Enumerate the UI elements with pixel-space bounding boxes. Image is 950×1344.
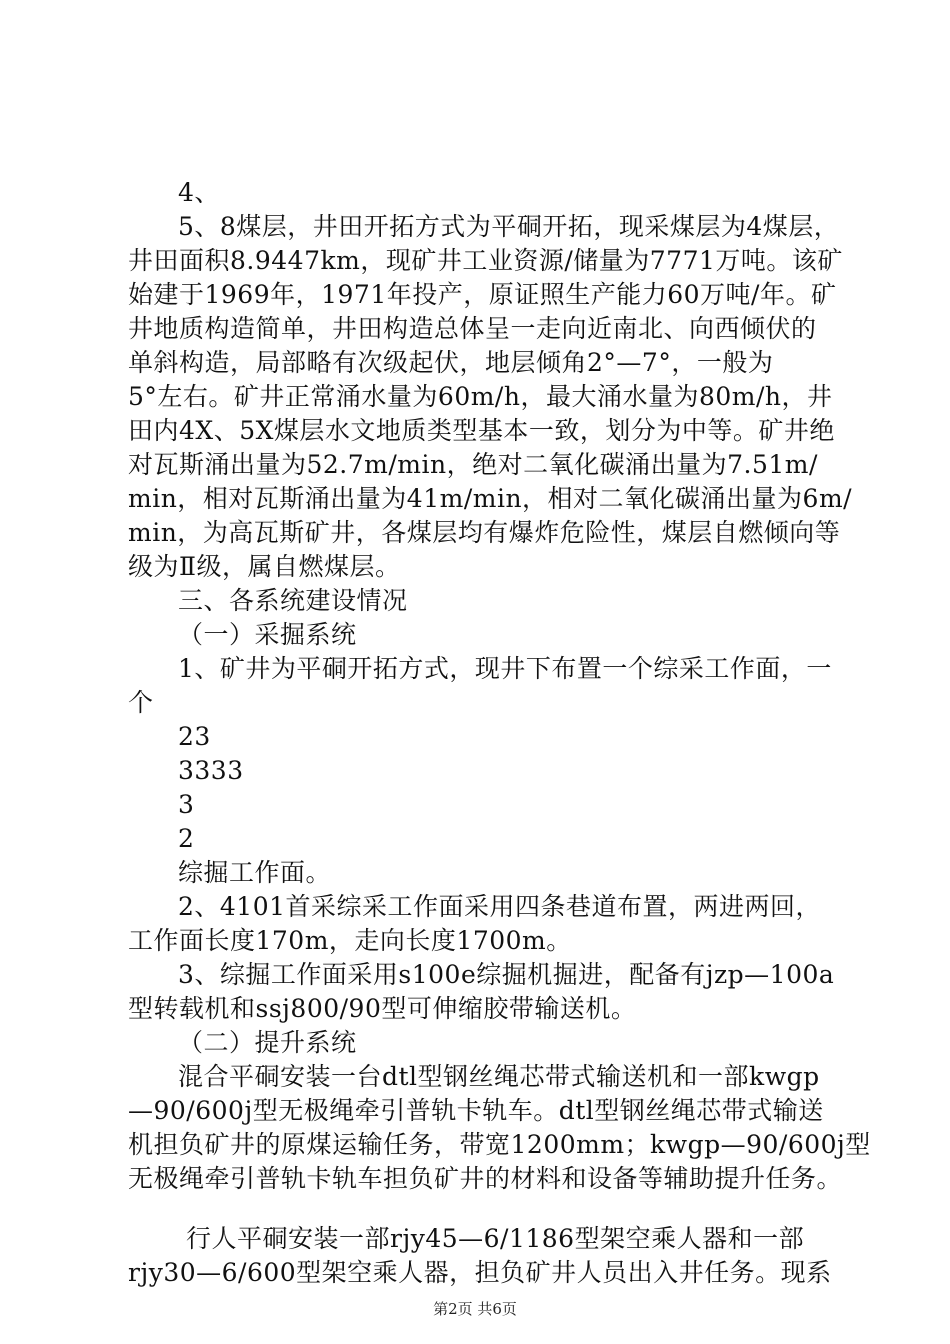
text-line: 级为Ⅱ级，属自燃煤层。 xyxy=(128,552,401,581)
subsection-heading: （二）提升系统 xyxy=(178,1028,357,1057)
text-line: 田内4X、5X煤层水文地质类型基本一致，划分为中等。矿井绝 xyxy=(128,416,835,445)
text-line: 井地质构造简单，井田构造总体呈一走向近南北、向西倾伏的 xyxy=(128,314,817,343)
subsection-heading: （一）采掘系统 xyxy=(178,620,357,649)
text-line: —90/600j型无极绳牵引普轨卡轨车。dtl型钢丝绳芯带式输送 xyxy=(128,1096,824,1125)
text-line: 3 xyxy=(178,790,195,819)
text-line: 混合平硐安装一台dtl型钢丝绳芯带式输送机和一部kwgp xyxy=(178,1062,820,1091)
text-line: 机担负矿井的原煤运输任务，带宽1200mm；kwgp—90/600j型 xyxy=(128,1130,871,1159)
text-line: rjy30—6/600型架空乘人器，担负矿井人员出入井任务。现系 xyxy=(128,1258,832,1287)
text-line: 5、8煤层，井田开拓方式为平硐开拓，现采煤层为4煤层， xyxy=(178,212,840,241)
text-line: 3333 xyxy=(178,756,244,785)
text-line: 工作面长度170m，走向长度1700m。 xyxy=(128,926,572,955)
text-line: 1、矿井为平硐开拓方式，现井下布置一个综采工作面，一 xyxy=(178,654,832,683)
text-line: 4、 xyxy=(178,178,220,207)
text-line: 井田面积8.9447km，现矿井工业资源/储量为7771万吨。该矿 xyxy=(128,246,843,275)
text-line: min，相对瓦斯涌出量为41m/min，相对二氧化碳涌出量为6m/ xyxy=(128,484,853,513)
text-line: 个 xyxy=(128,688,154,717)
text-line: 2 xyxy=(178,824,195,853)
text-line: 始建于1969年，1971年投产，原证照生产能力60万吨/年。矿 xyxy=(128,280,837,309)
text-line: 2、4101首采综采工作面采用四条巷道布置，两进两回， xyxy=(178,892,822,921)
text-line: 行人平硐安装一部rjy45—6/1186型架空乘人器和一部 xyxy=(186,1224,805,1253)
text-line: min，为高瓦斯矿井，各煤层均有爆炸危险性，煤层自燃倾向等 xyxy=(128,518,841,547)
text-line: 综掘工作面。 xyxy=(178,858,332,887)
text-line: 5°左右。矿井正常涌水量为60m/h，最大涌水量为80m/h，井 xyxy=(128,382,833,411)
section-heading: 三、各系统建设情况 xyxy=(178,586,408,615)
text-line: 3、综掘工作面采用s100e综掘机掘进，配备有jzp—100a xyxy=(178,960,835,989)
text-line: 型转载机和ssj800/90型可伸缩胶带输送机。 xyxy=(128,994,637,1023)
page-footer: 第2页 共6页 xyxy=(433,1300,517,1318)
text-line: 对瓦斯涌出量为52.7m/min，绝对二氧化碳涌出量为7.51m/ xyxy=(128,450,818,479)
text-line: 单斜构造，局部略有次级起伏，地层倾角2°—7°，一般为 xyxy=(128,348,774,377)
text-line: 23 xyxy=(178,722,211,751)
text-line: 无极绳牵引普轨卡轨车担负矿井的材料和设备等辅助提升任务。 xyxy=(128,1164,843,1193)
